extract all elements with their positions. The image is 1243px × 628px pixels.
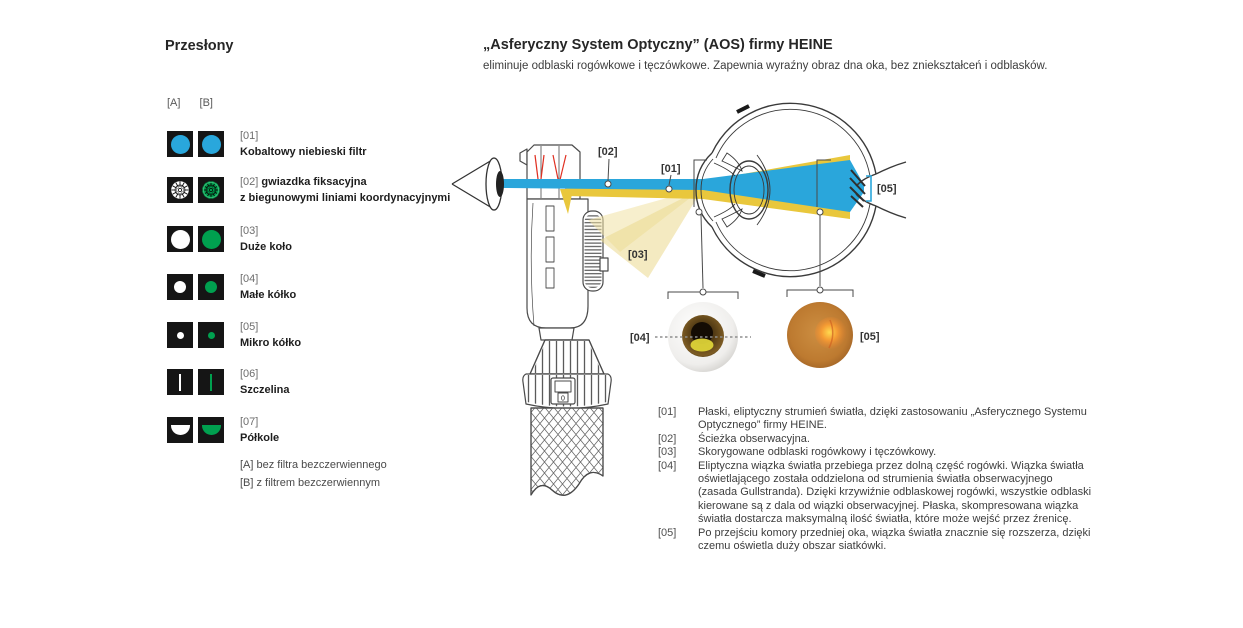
handle-collar [523,374,611,409]
annotation-number: [03] [658,446,677,459]
annotation-text: Po przejściu komory przedniej oka, wiązka światła znacznie się rozszerza, dzięki czemu oświetla duży obszar siatkówki. [698,526,1091,553]
annotation-item [658,433,1093,446]
half-circle-icon [167,417,193,443]
handle-grip [531,408,603,495]
column-a-header: [A] [167,97,181,109]
fundus-photo [787,302,853,368]
column-b-header: [B] [199,97,213,109]
observer-eye [452,158,504,210]
annotation-number: [05] [658,526,677,539]
aperture-number: [07] [240,416,259,428]
switch-zero-label: 0 [561,395,565,403]
micro-circle-icon [198,322,224,348]
aperture-name-line2: z biegunowymi liniami koordynacyjnymi [240,192,451,204]
cobalt-blue-filter-icon [198,131,224,157]
large-circle-icon [167,226,193,252]
aperture-number: [03] [240,225,259,237]
retina-beam-bracket [866,176,871,201]
aperture-row-07 [167,417,467,445]
handle-cone [530,340,604,374]
footnote-a: [A] bez filtra bezczerwiennego [240,459,387,471]
annotation-text: Skorygowane odblaski rogówkowy i tęczówkowy. [698,446,937,459]
aperture-name: Szczelina [240,384,290,396]
callout-retina-beam: [05] [877,183,897,195]
scatter-reflex-fan [600,188,703,278]
callout-corrected-reflexes: [03] [628,249,648,261]
aperture-row-02 [167,177,467,205]
aperture-name: Półkole [240,432,280,444]
slit-icon [198,369,224,395]
slit-icon [167,369,193,395]
aperture-number: [05] [240,321,259,333]
aperture-number: [01] [240,130,259,142]
aperture-number: [02] [240,176,259,188]
aperture-row-06 [167,369,467,397]
annotation-number: [04] [658,459,677,472]
aperture-row-01 [167,131,467,159]
page-title: „Asferyczny System Optyczny” (AOS) firmy HEINE [483,37,833,53]
large-circle-icon [198,226,224,252]
column-headers [167,97,213,109]
annotation-number: [02] [658,432,677,445]
annotation-item [658,406,1093,433]
annotation-item [658,446,1093,459]
callout-flat-beam: [01] [661,163,681,175]
cobalt-blue-filter-icon [167,131,193,157]
annotation-list [658,406,1093,553]
small-circle-icon [167,274,193,300]
aperture-name: Małe kółko [240,289,297,301]
aperture-row-03 [167,226,467,254]
annotation-text: Eliptyczna wiązka światła przebiega przez dolną część rogówki. Wiązka światła oświetlającego została oddzielona od strumienia światła obserwacyjnego (zasada Gullstranda). Dzięki krzywiźnie odblaskowej rogówki, wszystkie odblaski kierowane są z dala od wiązki obserwacyjnej. Płaska, skompresowana wiązka światła dostarcza maksymalną ilość światła, które może wejść przez źrenicę. [698,459,1092,526]
annotation-text: Ścieżka obserwacyjna. [698,432,810,445]
footnote-b: [B] z filtrem bezczerwiennym [240,477,380,489]
micro-circle-icon [167,322,193,348]
aperture-number: [06] [240,368,259,380]
aperture-row-05 [167,322,467,350]
aperture-row-04 [167,274,467,302]
small-circle-icon [198,274,224,300]
annotation-item [658,460,1093,527]
fixation-star-icon [167,177,193,203]
aperture-name: gwiazdka fiksacyjna [261,176,367,188]
aperture-name: Mikro kółko [240,337,302,349]
callout-observation-path: [02] [598,146,618,158]
callout-fundus-photo: [05] [860,331,880,343]
cornea-photo [655,302,751,372]
aperture-name: Duże koło [240,241,292,253]
annotation-number: [01] [658,406,677,418]
half-circle-icon [198,417,224,443]
aperture-number: [04] [240,273,259,285]
fixation-star-icon [198,177,224,203]
annotation-text: Płaski, eliptyczny strumień światła, dzięki zastosowaniu „Asferycznego Systemu Optycznego” firmy HEINE. [698,406,1087,432]
aperture-name: Kobaltowy niebieski filtr [240,146,367,158]
page-subtitle: eliminuje odblaski rogówkowe i tęczówkowe. Zapewnia wyraźny obraz dna oka, bez zniekształceń i odblasków. [483,60,1048,72]
aperture-panel-title: Przesłony [165,38,234,54]
callout-cornea-photo: [04] [630,332,650,344]
annotation-item [658,527,1093,554]
